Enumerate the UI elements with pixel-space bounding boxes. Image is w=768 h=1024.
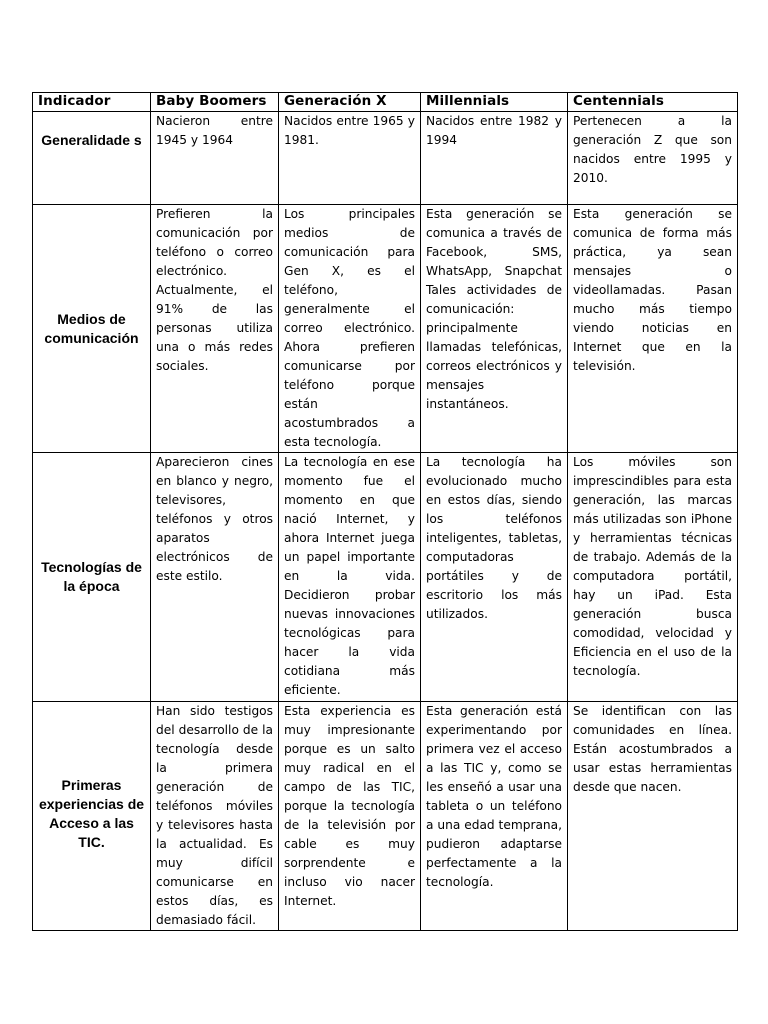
header-indicador: Indicador (33, 93, 151, 112)
cell-medios-millennials: Esta generación se comunica a través de Facebook, SMS, WhatsApp, Snapchat Tales actividades de comunicación: principalmente llamadas telefónicas, correos electrónicos y mensajes instantáneos. (421, 205, 568, 453)
row-label-medios: Medios de comunicación (33, 205, 151, 453)
cell-tecnologias-baby-boomers: Aparecieron cines en blanco y negro, televisores, teléfonos y otros aparatos electrónicos de este estilo. (151, 453, 279, 702)
table-header-row (33, 93, 738, 112)
row-label-primeras-experiencias: Primeras experiencias de Acceso a las TIC. (33, 702, 151, 931)
cell-tecnologias-centennials: Los móviles son imprescindibles para esta generación, las marcas más utilizadas son iPhone y herramientas técnicas de trabajo. Además de la computadora portátil, hay un iPad. Esta generación busca comodidad, velocidad y Eficiencia en el uso de la tecnología. (568, 453, 738, 702)
generations-comparison-table (32, 92, 738, 931)
cell-generalidades-generacion-x: Nacidos entre 1965 y 1981. (279, 112, 421, 205)
header-baby-boomers: Baby Boomers (151, 93, 279, 112)
cell-generalidades-millennials: Nacidos entre 1982 y 1994 (421, 112, 568, 205)
cell-medios-generacion-x: Los principales medios de comunicación para Gen X, es el teléfono, generalmente el correo electrónico. Ahora prefieren comunicarse por teléfono porque están acostumbrados a esta tecnología. (279, 205, 421, 453)
table-row (33, 205, 738, 453)
cell-primeras-baby-boomers: Han sido testigos del desarrollo de la tecnología desde la primera generación de teléfonos móviles y televisores hasta la actualidad. Es muy difícil comunicarse en estos días, es demasiado fácil. (151, 702, 279, 931)
cell-primeras-millennials: Esta generación está experimentando por primera vez el acceso a las TIC y, como se les enseñó a usar una tableta o un teléfono a una edad temprana, pudieron adaptarse perfectamente a la tecnología. (421, 702, 568, 931)
row-label-generalidades: Generalidade s (33, 112, 151, 205)
row-label-tecnologias: Tecnologías de la época (33, 453, 151, 702)
header-millennials: Millennials (421, 93, 568, 112)
table-row (33, 453, 738, 702)
cell-primeras-generacion-x: Esta experiencia es muy impresionante porque es un salto muy radical en el campo de las TIC, porque la tecnología de la televisión por cable es muy sorprendente e incluso vio nacer Internet. (279, 702, 421, 931)
header-centennials: Centennials (568, 93, 738, 112)
table-row (33, 702, 738, 931)
cell-tecnologias-generacion-x: La tecnología en ese momento fue el momento en que nació Internet, y ahora Internet juega un papel importante en la vida. Decidieron probar nuevas innovaciones tecnológicas para hacer la vida cotidiana más eficiente. (279, 453, 421, 702)
cell-generalidades-centennials: Pertenecen a la generación Z que son nacidos entre 1995 y 2010. (568, 112, 738, 205)
cell-tecnologias-millennials: La tecnología ha evolucionado mucho en estos días, siendo los teléfonos inteligentes, tabletas, computadoras portátiles y de escritorio los más utilizados. (421, 453, 568, 702)
cell-generalidades-baby-boomers: Nacieron entre 1945 y 1964 (151, 112, 279, 205)
cell-primeras-centennials: Se identifican con las comunidades en línea. Están acostumbrados a usar estas herramientas desde que nacen. (568, 702, 738, 931)
cell-medios-baby-boomers: Prefieren la comunicación por teléfono o correo electrónico. Actualmente, el 91% de las personas utiliza una o más redes sociales. (151, 205, 279, 453)
header-generacion-x: Generación X (279, 93, 421, 112)
table-row (33, 112, 738, 205)
cell-medios-centennials: Esta generación se comunica de forma más práctica, ya sean mensajes o videollamadas. Pasan mucho más tiempo viendo noticias en Internet que en la televisión. (568, 205, 738, 453)
